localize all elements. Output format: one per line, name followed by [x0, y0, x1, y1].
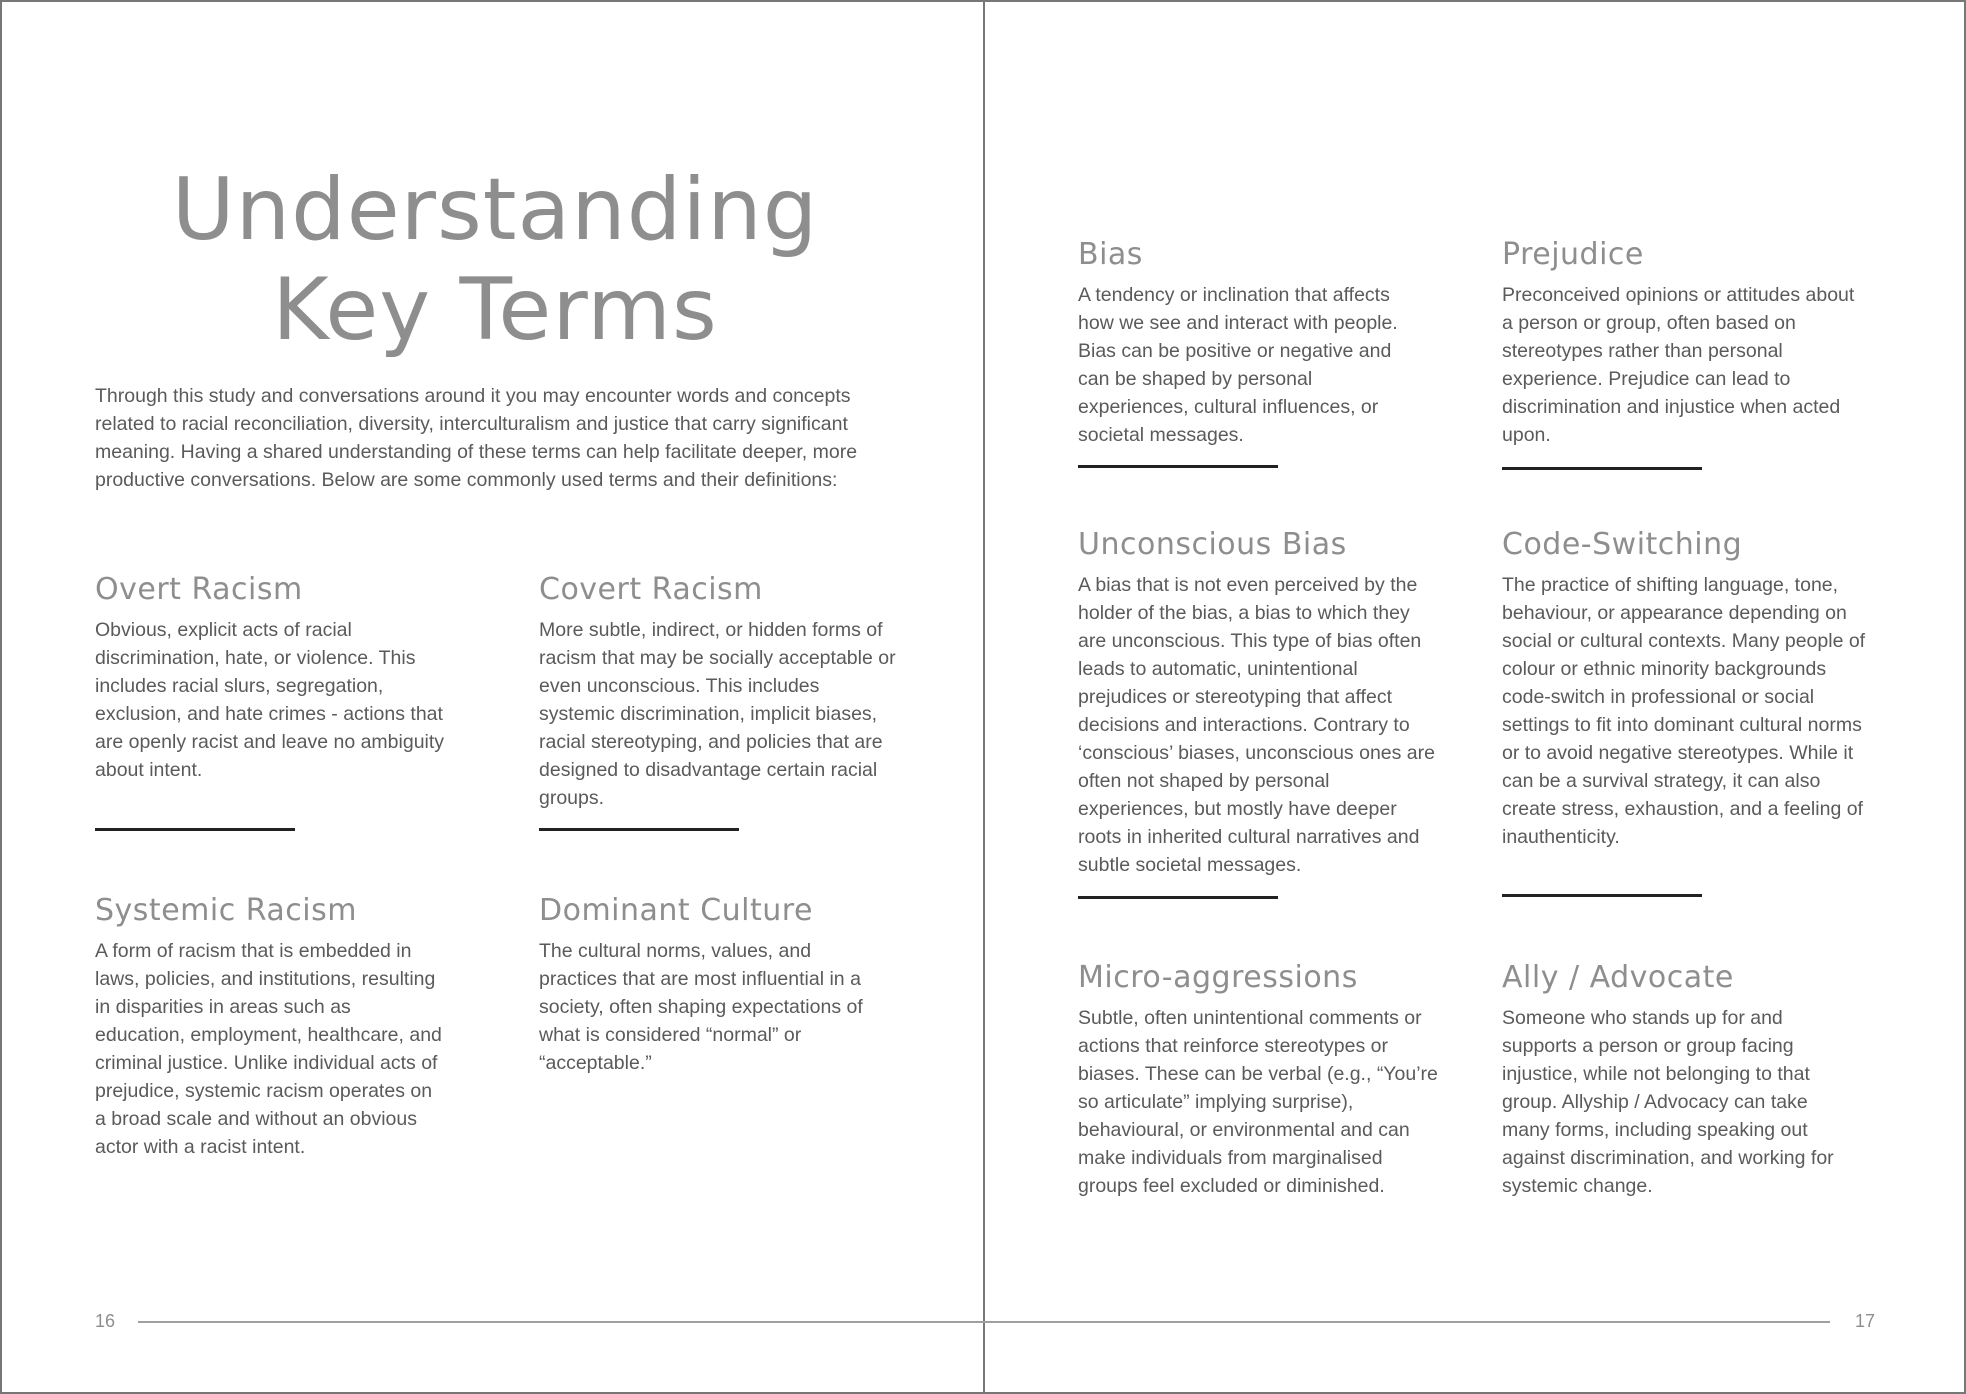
term-definition: The cultural norms, values, and practices that are most influential in a society, often shaping expectations of what is considered “normal” or “acceptable.” — [539, 940, 863, 1074]
page-title-line-2: Key Terms — [272, 260, 718, 360]
term-divider — [95, 828, 295, 831]
term-title: Ally / Advocate — [1502, 960, 1734, 995]
term-title: Prejudice — [1502, 237, 1644, 272]
term-unconscious-bias — [1078, 525, 1438, 899]
term-definition: Preconceived opinions or attitudes about a person or group, often based on stereotypes rather than personal experience. Prejudice can lead to discrimination and injustice when acted upon. — [1502, 284, 1855, 446]
term-dominant-culture — [539, 891, 884, 1077]
term-definition: More subtle, indirect, or hidden forms of racism that may be socially acceptable or even unconscious. This includes systemic discrimination, implicit biases, racial stereotyping, and policies that are designed to disadvantage certain racial groups. — [539, 619, 896, 809]
term-covert-racism — [539, 570, 899, 831]
page-number-left: 16 — [95, 1311, 116, 1331]
intro-paragraph: Through this study and conversations around it you may encounter words and concepts related to racial reconciliation, diversity, interculturalism and justice that carry significant meaning. Having a shared understanding of these terms can help facilitate deeper, more productive conversations. Below are some commonly used terms and their definitions: — [95, 385, 858, 491]
term-definition: The practice of shifting language, tone, behaviour, or appearance depending on social or cultural contexts. Many people of colour or ethnic minority backgrounds code-switch in professional or social settings to fit into dominant cultural norms or to avoid negative stereotypes. While it can be a survival strategy, it can also create stress, exhaustion, and a feeling of inauthenticity. — [1502, 574, 1866, 848]
page-title-line-1: Understanding — [171, 160, 819, 260]
term-title: Bias — [1078, 237, 1143, 272]
term-definition: A form of racism that is embedded in laws, policies, and institutions, resulting in disparities in areas such as education, employment, healthcare, and criminal justice. Unlike individual acts of prejudice, systemic racism operates on a broad scale and without an obvious actor with a racist intent. — [95, 940, 442, 1158]
term-title: Systemic Racism — [95, 893, 357, 928]
term-divider — [1502, 467, 1702, 470]
term-title: Code-Switching — [1502, 527, 1743, 562]
footer-rule — [138, 1321, 1830, 1323]
term-micro-aggressions — [1078, 958, 1440, 1200]
term-prejudice — [1502, 235, 1862, 470]
term-definition: Obvious, explicit acts of racial discrimination, hate, or violence. This includes racial slurs, segregation, exclusion, and hate crimes - actions that are openly racist and leave no ambiguity about intent. — [95, 619, 445, 781]
term-definition: Someone who stands up for and supports a person or group facing injustice, while not belonging to that group. Allyship / Advocacy can take many forms, including speaking out against discrimination, and working for systemic change. — [1502, 1007, 1834, 1197]
term-bias — [1078, 235, 1423, 468]
term-title: Micro-aggressions — [1078, 960, 1358, 995]
term-ally-advocate — [1502, 958, 1857, 1200]
page-spine-divider — [983, 0, 985, 1394]
term-code-switching — [1502, 525, 1872, 897]
term-overt-racism — [95, 570, 445, 831]
term-divider — [1078, 465, 1278, 468]
term-title: Dominant Culture — [539, 893, 813, 928]
term-definition: Subtle, often unintentional comments or actions that reinforce stereotypes or biases. These can be verbal (e.g., “You’re so articulate” implying surprise), behavioural, or environmental and can make individuals from marginalised groups feel excluded or diminished. — [1078, 1007, 1438, 1197]
page-title — [95, 160, 895, 360]
term-title: Overt Racism — [95, 572, 303, 607]
term-divider — [539, 828, 739, 831]
term-title: Covert Racism — [539, 572, 763, 607]
term-title: Unconscious Bias — [1078, 527, 1347, 562]
term-systemic-racism — [95, 891, 445, 1161]
term-definition: A tendency or inclination that affects how we see and interact with people. Bias can be positive or negative and can be shaped by personal experiences, cultural influences, or societal messages. — [1078, 284, 1398, 446]
term-divider — [1078, 896, 1278, 899]
term-definition: A bias that is not even perceived by the holder of the bias, a bias to which they are unconscious. This type of bias often leads to automatic, unintentional prejudices or stereotyping that affect decisions and interactions. Contrary to ‘conscious’ biases, unconscious ones are often not shaped by personal experiences, but mostly have deeper roots in inherited cultural narratives and subtle societal messages. — [1078, 574, 1435, 876]
term-divider — [1502, 894, 1702, 897]
page-number-right: 17 — [1855, 1311, 1876, 1331]
